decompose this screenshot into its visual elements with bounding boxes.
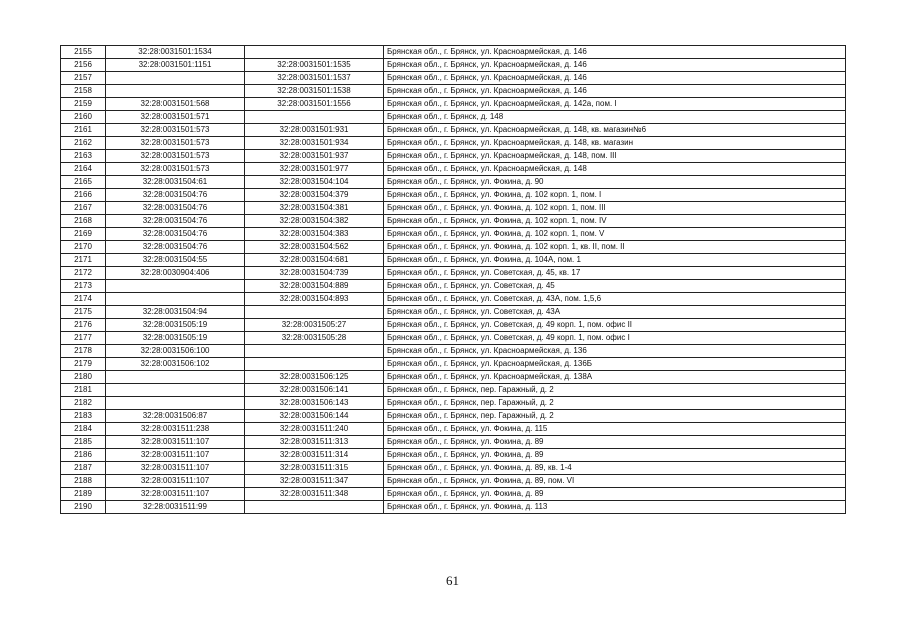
- object-cadastral-number-cell: 32:28:0031504:893: [245, 293, 384, 306]
- address-cell: Брянская обл., г. Брянск, ул. Фокина, д. 89: [384, 449, 846, 462]
- cadastral-number-cell: 32:28:0031501:573: [106, 163, 245, 176]
- table-row: [61, 358, 846, 371]
- address-cell: Брянская обл., г. Брянск, пер. Гаражный, д. 2: [384, 384, 846, 397]
- cadastral-number-cell: 32:28:0031504:94: [106, 306, 245, 319]
- table-row: [61, 137, 846, 150]
- object-cadastral-number-cell: 32:28:0031501:1538: [245, 85, 384, 98]
- address-cell: Брянская обл., г. Брянск, пер. Гаражный, д. 2: [384, 410, 846, 423]
- cadastral-number-cell: 32:28:0031504:76: [106, 202, 245, 215]
- row-number-cell: 2180: [61, 371, 106, 384]
- object-cadastral-number-cell: 32:28:0031504:681: [245, 254, 384, 267]
- address-cell: Брянская обл., г. Брянск, ул. Фокина, д. 104А, пом. 1: [384, 254, 846, 267]
- object-cadastral-number-cell: 32:28:0031511:240: [245, 423, 384, 436]
- table-row: [61, 436, 846, 449]
- object-cadastral-number-cell: [245, 358, 384, 371]
- object-cadastral-number-cell: 32:28:0031511:313: [245, 436, 384, 449]
- address-cell: Брянская обл., г. Брянск, ул. Красноармейская, д. 136Б: [384, 358, 846, 371]
- row-number-cell: 2155: [61, 46, 106, 59]
- row-number-cell: 2157: [61, 72, 106, 85]
- cadastral-number-cell: [106, 397, 245, 410]
- cadastral-number-cell: 32:28:0031511:99: [106, 501, 245, 514]
- object-cadastral-number-cell: 32:28:0031501:931: [245, 124, 384, 137]
- address-cell: Брянская обл., г. Брянск, ул. Красноармейская, д. 146: [384, 59, 846, 72]
- table-row: [61, 46, 846, 59]
- cadastral-number-cell: 32:28:0031511:238: [106, 423, 245, 436]
- object-cadastral-number-cell: 32:28:0031501:1556: [245, 98, 384, 111]
- table-row: [61, 280, 846, 293]
- object-cadastral-number-cell: [245, 111, 384, 124]
- address-cell: Брянская обл., г. Брянск, ул. Фокина, д. 102 корп. 1, пом. V: [384, 228, 846, 241]
- row-number-cell: 2179: [61, 358, 106, 371]
- row-number-cell: 2189: [61, 488, 106, 501]
- cadastral-number-cell: 32:28:0031501:573: [106, 137, 245, 150]
- row-number-cell: 2190: [61, 501, 106, 514]
- table-row: [61, 72, 846, 85]
- object-cadastral-number-cell: 32:28:0031505:27: [245, 319, 384, 332]
- table-row: [61, 85, 846, 98]
- object-cadastral-number-cell: 32:28:0031504:104: [245, 176, 384, 189]
- row-number-cell: 2161: [61, 124, 106, 137]
- row-number-cell: 2170: [61, 241, 106, 254]
- address-cell: Брянская обл., г. Брянск, ул. Фокина, д. 89, кв. 1-4: [384, 462, 846, 475]
- row-number-cell: 2166: [61, 189, 106, 202]
- table-row: [61, 150, 846, 163]
- table-row: [61, 163, 846, 176]
- row-number-cell: 2185: [61, 436, 106, 449]
- row-number-cell: 2165: [61, 176, 106, 189]
- address-cell: Брянская обл., г. Брянск, ул. Советская, д. 45, кв. 17: [384, 267, 846, 280]
- cadastral-number-cell: 32:28:0031511:107: [106, 488, 245, 501]
- cadastral-number-cell: 32:28:0031511:107: [106, 449, 245, 462]
- cadastral-number-cell: 32:28:0031511:107: [106, 436, 245, 449]
- cadastral-number-cell: 32:28:0031504:76: [106, 228, 245, 241]
- object-cadastral-number-cell: 32:28:0031501:977: [245, 163, 384, 176]
- table-row: [61, 384, 846, 397]
- address-cell: Брянская обл., г. Брянск, ул. Советская, д. 43А: [384, 306, 846, 319]
- object-cadastral-number-cell: 32:28:0031501:1537: [245, 72, 384, 85]
- address-cell: Брянская обл., г. Брянск, ул. Фокина, д. 90: [384, 176, 846, 189]
- object-cadastral-number-cell: 32:28:0031501:1535: [245, 59, 384, 72]
- table-row: [61, 241, 846, 254]
- address-cell: Брянская обл., г. Брянск, ул. Фокина, д. 113: [384, 501, 846, 514]
- address-cell: Брянская обл., г. Брянск, ул. Красноармейская, д. 148, кв. магазин: [384, 137, 846, 150]
- cadastral-number-cell: [106, 384, 245, 397]
- table-row: [61, 488, 846, 501]
- table-body: [61, 46, 846, 514]
- cadastral-number-cell: 32:28:0031501:573: [106, 124, 245, 137]
- cadastral-number-cell: [106, 371, 245, 384]
- cadastral-number-cell: 32:28:0031504:76: [106, 241, 245, 254]
- object-cadastral-number-cell: 32:28:0031504:889: [245, 280, 384, 293]
- table-row: [61, 475, 846, 488]
- cadastral-number-cell: 32:28:0031506:100: [106, 345, 245, 358]
- cadastral-number-cell: 32:28:0031505:19: [106, 332, 245, 345]
- row-number-cell: 2159: [61, 98, 106, 111]
- row-number-cell: 2177: [61, 332, 106, 345]
- address-cell: Брянская обл., г. Брянск, ул. Фокина, д. 102 корп. 1, пом. I: [384, 189, 846, 202]
- table-row: [61, 228, 846, 241]
- address-cell: Брянская обл., г. Брянск, ул. Красноармейская, д. 146: [384, 46, 846, 59]
- cadastral-table: [60, 45, 846, 514]
- object-cadastral-number-cell: [245, 46, 384, 59]
- page-number: 61: [446, 573, 459, 588]
- row-number-cell: 2168: [61, 215, 106, 228]
- table-row: [61, 293, 846, 306]
- object-cadastral-number-cell: 32:28:0031511:348: [245, 488, 384, 501]
- table-row: [61, 98, 846, 111]
- cadastral-number-cell: [106, 280, 245, 293]
- table-row: [61, 410, 846, 423]
- address-cell: Брянская обл., г. Брянск, ул. Советская, д. 45: [384, 280, 846, 293]
- object-cadastral-number-cell: 32:28:0031504:382: [245, 215, 384, 228]
- cadastral-number-cell: 32:28:0031504:76: [106, 189, 245, 202]
- table-row: [61, 176, 846, 189]
- object-cadastral-number-cell: 32:28:0031504:379: [245, 189, 384, 202]
- table-row: [61, 202, 846, 215]
- address-cell: Брянская обл., г. Брянск, ул. Фокина, д. 102 корп. 1, пом. III: [384, 202, 846, 215]
- row-number-cell: 2156: [61, 59, 106, 72]
- row-number-cell: 2171: [61, 254, 106, 267]
- cadastral-number-cell: 32:28:0031501:1534: [106, 46, 245, 59]
- row-number-cell: 2184: [61, 423, 106, 436]
- object-cadastral-number-cell: 32:28:0031506:143: [245, 397, 384, 410]
- object-cadastral-number-cell: 32:28:0031506:141: [245, 384, 384, 397]
- row-number-cell: 2173: [61, 280, 106, 293]
- row-number-cell: 2186: [61, 449, 106, 462]
- cadastral-number-cell: 32:28:0031511:107: [106, 462, 245, 475]
- cadastral-number-cell: 32:28:0031504:61: [106, 176, 245, 189]
- address-cell: Брянская обл., г. Брянск, ул. Фокина, д. 89, пом. VI: [384, 475, 846, 488]
- cadastral-number-cell: 32:28:0031504:55: [106, 254, 245, 267]
- table-row: [61, 215, 846, 228]
- address-cell: Брянская обл., г. Брянск, ул. Фокина, д. 115: [384, 423, 846, 436]
- address-cell: Брянская обл., г. Брянск, д. 148: [384, 111, 846, 124]
- cadastral-number-cell: [106, 85, 245, 98]
- cadastral-number-cell: 32:28:0031501:573: [106, 150, 245, 163]
- address-cell: Брянская обл., г. Брянск, ул. Красноармейская, д. 148, кв. магазин№6: [384, 124, 846, 137]
- row-number-cell: 2187: [61, 462, 106, 475]
- table-row: [61, 306, 846, 319]
- object-cadastral-number-cell: 32:28:0031511:315: [245, 462, 384, 475]
- row-number-cell: 2158: [61, 85, 106, 98]
- object-cadastral-number-cell: 32:28:0031511:347: [245, 475, 384, 488]
- cadastral-number-cell: 32:28:0031501:571: [106, 111, 245, 124]
- row-number-cell: 2182: [61, 397, 106, 410]
- address-cell: Брянская обл., г. Брянск, ул. Красноармейская, д. 136: [384, 345, 846, 358]
- cadastral-number-cell: 32:28:0030904:406: [106, 267, 245, 280]
- object-cadastral-number-cell: [245, 306, 384, 319]
- table-row: [61, 189, 846, 202]
- address-cell: Брянская обл., г. Брянск, пер. Гаражный, д. 2: [384, 397, 846, 410]
- row-number-cell: 2167: [61, 202, 106, 215]
- address-cell: Брянская обл., г. Брянск, ул. Красноармейская, д. 148, пом. III: [384, 150, 846, 163]
- object-cadastral-number-cell: 32:28:0031511:314: [245, 449, 384, 462]
- cadastral-number-cell: 32:28:0031506:87: [106, 410, 245, 423]
- table-row: [61, 397, 846, 410]
- table-row: [61, 111, 846, 124]
- object-cadastral-number-cell: 32:28:0031505:28: [245, 332, 384, 345]
- object-cadastral-number-cell: 32:28:0031504:739: [245, 267, 384, 280]
- address-cell: Брянская обл., г. Брянск, ул. Советская, д. 49 корп. 1, пом. офис I: [384, 332, 846, 345]
- row-number-cell: 2164: [61, 163, 106, 176]
- table-row: [61, 319, 846, 332]
- address-cell: Брянская обл., г. Брянск, ул. Советская, д. 49 корп. 1, пом. офис II: [384, 319, 846, 332]
- cadastral-number-cell: [106, 72, 245, 85]
- cadastral-number-cell: 32:28:0031506:102: [106, 358, 245, 371]
- object-cadastral-number-cell: [245, 345, 384, 358]
- address-cell: Брянская обл., г. Брянск, ул. Красноармейская, д. 138А: [384, 371, 846, 384]
- object-cadastral-number-cell: 32:28:0031501:937: [245, 150, 384, 163]
- table-row: [61, 332, 846, 345]
- address-cell: Брянская обл., г. Брянск, ул. Фокина, д. 102 корп. 1, кв. II, пом. II: [384, 241, 846, 254]
- table-row: [61, 371, 846, 384]
- row-number-cell: 2169: [61, 228, 106, 241]
- row-number-cell: 2174: [61, 293, 106, 306]
- address-cell: Брянская обл., г. Брянск, ул. Советская, д. 43А, пом. 1,5,6: [384, 293, 846, 306]
- table-row: [61, 254, 846, 267]
- row-number-cell: 2163: [61, 150, 106, 163]
- table-row: [61, 124, 846, 137]
- address-cell: Брянская обл., г. Брянск, ул. Красноармейская, д. 142а, пом. I: [384, 98, 846, 111]
- row-number-cell: 2181: [61, 384, 106, 397]
- row-number-cell: 2183: [61, 410, 106, 423]
- row-number-cell: 2160: [61, 111, 106, 124]
- object-cadastral-number-cell: [245, 501, 384, 514]
- cadastral-number-cell: [106, 293, 245, 306]
- table-row: [61, 501, 846, 514]
- cadastral-number-cell: 32:28:0031504:76: [106, 215, 245, 228]
- row-number-cell: 2172: [61, 267, 106, 280]
- address-cell: Брянская обл., г. Брянск, ул. Красноармейская, д. 148: [384, 163, 846, 176]
- object-cadastral-number-cell: 32:28:0031504:562: [245, 241, 384, 254]
- address-cell: Брянская обл., г. Брянск, ул. Фокина, д. 102 корп. 1, пом. IV: [384, 215, 846, 228]
- row-number-cell: 2178: [61, 345, 106, 358]
- cadastral-number-cell: 32:28:0031511:107: [106, 475, 245, 488]
- address-cell: Брянская обл., г. Брянск, ул. Красноармейская, д. 146: [384, 72, 846, 85]
- object-cadastral-number-cell: 32:28:0031504:383: [245, 228, 384, 241]
- address-cell: Брянская обл., г. Брянск, ул. Фокина, д. 89: [384, 488, 846, 501]
- row-number-cell: 2175: [61, 306, 106, 319]
- row-number-cell: 2188: [61, 475, 106, 488]
- table-row: [61, 267, 846, 280]
- cadastral-number-cell: 32:28:0031505:19: [106, 319, 245, 332]
- object-cadastral-number-cell: 32:28:0031504:381: [245, 202, 384, 215]
- cadastral-number-cell: 32:28:0031501:568: [106, 98, 245, 111]
- address-cell: Брянская обл., г. Брянск, ул. Фокина, д. 89: [384, 436, 846, 449]
- object-cadastral-number-cell: 32:28:0031501:934: [245, 137, 384, 150]
- table-row: [61, 462, 846, 475]
- table-row: [61, 423, 846, 436]
- row-number-cell: 2176: [61, 319, 106, 332]
- cadastral-number-cell: 32:28:0031501:1151: [106, 59, 245, 72]
- object-cadastral-number-cell: 32:28:0031506:144: [245, 410, 384, 423]
- row-number-cell: 2162: [61, 137, 106, 150]
- table-row: [61, 345, 846, 358]
- table-row: [61, 449, 846, 462]
- object-cadastral-number-cell: 32:28:0031506:125: [245, 371, 384, 384]
- address-cell: Брянская обл., г. Брянск, ул. Красноармейская, д. 146: [384, 85, 846, 98]
- table-row: [61, 59, 846, 72]
